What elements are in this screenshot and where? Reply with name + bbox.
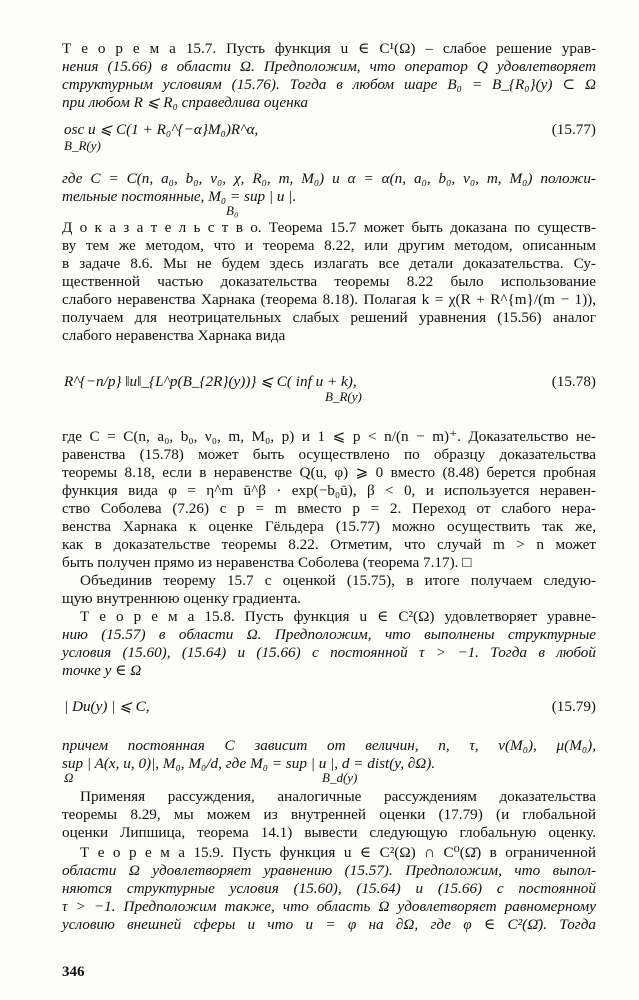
text-line: Т е о р е м а 15.8. Пусть функция u ∈ C²(Ω) удовлетворяет уравне- xyxy=(80,608,596,625)
text-line: при любом R ⩽ R₀ справедлива оценка xyxy=(62,94,309,111)
equation-15-77 xyxy=(64,121,596,139)
text-line: функция вида φ = η^m ū^β · exp(−b₀ū), β < 0, и используется неравен- xyxy=(62,482,596,499)
text-line: получаем для неотрицательных слабых решений уравнения (15.56) аналог xyxy=(62,309,596,326)
text-line: Д о к а з а т е л ь с т в о. Теорема 15.7 может быть доказана по существ- xyxy=(62,219,596,236)
sup-subscript: B_d(y) xyxy=(322,770,358,785)
text-line: слабого неравенства Харнака вида xyxy=(62,327,286,344)
text-line: в задаче 8.6. Мы не будем здесь излагать все детали доказательства. Су- xyxy=(62,255,596,272)
text-line: ство Соболева (7.26) с p = m вместо p = 2. Переход от слабого нера- xyxy=(62,500,596,517)
equation-subscript: B_R(y) xyxy=(64,138,101,153)
text-line: венства Харнака к оценке Гёльдера (15.77) можно осуществить так же, xyxy=(62,518,596,535)
text-line: равенства (15.78) может быть осуществлено по образцу доказательства xyxy=(62,446,596,463)
text-line: слабого неравенства Харнака (теорема 8.18). Полагая k = χ(R + R^{m}/(m − 1)), xyxy=(62,291,596,308)
text-line: причем постоянная C зависит от величин, n, τ, ν(M₀), μ(M₀), xyxy=(62,737,596,754)
text-line: оценки Липшица, теорема 14.1) вывести следующую глобальную оценку. xyxy=(62,824,596,841)
text-line: области Ω удовлетворяет уравнению (15.57). Предположим, что выпол- xyxy=(62,862,596,879)
text-line: Применяя рассуждения, аналогичные рассуждениям доказательства xyxy=(80,788,596,805)
text-line: ву тем же методом, что и теорема 8.22, или другим методом, описанным xyxy=(62,237,596,254)
text-line: Т е о р е м а 15.9. Пусть функция u ∈ C²(Ω) ∩ C⁰(Ω̄) в ограниченной xyxy=(80,844,596,861)
text-line: нения (15.66) в области Ω. Предположим, что оператор Q удовлетворяет xyxy=(62,58,596,75)
text-line: теоремы 8.29, мы можем из внутренней оценки (17.79) (и глобальной xyxy=(62,806,596,823)
equation-body: osc u ⩽ C(1 + R₀^{−α}M₀)R^α, xyxy=(64,121,259,138)
text-line: как в доказательстве теоремы 8.22. Отметим, что случай m > n может xyxy=(62,536,596,553)
equation-number: (15.78) xyxy=(551,373,596,390)
text-line: няются структурные условия (15.60), (15.64) и (15.66) с постоянной xyxy=(62,880,596,897)
text-line: где C = C(n, a₀, b₀, ν₀, m, M₀, p) и 1 ⩽ p < n/(n − m)⁺. Доказательство не- xyxy=(62,428,596,445)
equation-number: (15.79) xyxy=(551,698,596,715)
text-line: щую внутреннюю оценку градиента. xyxy=(62,590,302,607)
text-line: быть получен прямо из неравенства Соболева (теорема 7.17). □ xyxy=(62,554,472,571)
text-line: теоремы 8.18, если в неравенстве Q(u, φ) ⩾ 0 вместо (8.48) берется пробная xyxy=(62,464,596,481)
text-line: условия (15.60), (15.64) и (15.66) с постоянной τ > −1. Тогда в любой xyxy=(62,644,596,661)
text-line: тельные постоянные, M₀ = sup | u |. xyxy=(62,188,297,205)
equation-subscript: B_R(y) xyxy=(325,389,362,404)
text-line: τ > −1. Предположим также, что область Ω удовлетворяет равномерному xyxy=(62,898,596,915)
text-line: точке y ∈ Ω xyxy=(62,662,142,679)
equation-body: | Du(y) | ⩽ C, xyxy=(64,698,150,715)
text-line: нию (15.57) в области Ω. Предположим, что выполнены структурные xyxy=(62,626,596,643)
page-number: 346 xyxy=(62,964,85,980)
text-line: sup | A(x, u, 0)|, M₀, M₀/d, где M₀ = sup | u |, d = dist(y, ∂Ω). xyxy=(62,755,436,772)
text-line: условию внешней сферы и что u = φ на ∂Ω, где φ ∈ C²(Ω̄). Тогда xyxy=(62,916,596,933)
text-line: Объединив теорему 15.7 с оценкой (15.75), в итоге получаем следую- xyxy=(80,572,596,589)
text-line: структурным условиям (15.76). Тогда в любом шаре B₀ = B_{R₀}(y) ⊂ Ω xyxy=(62,76,596,93)
text-line: щественной частью доказательства теоремы 8.22 было использование xyxy=(62,273,596,290)
sup-subscript: B₀ xyxy=(226,203,239,218)
equation-15-79 xyxy=(64,698,596,716)
text-line: Т е о р е м а 15.7. Пусть функция u ∈ C¹(Ω) – слабое решение урав- xyxy=(62,40,596,57)
equation-body: R^{−n/p} ‖u‖_{L^p(B_{2R}(y))} ⩽ C( inf u + k), xyxy=(64,373,357,390)
text-line: где C = C(n, a₀, b₀, ν₀, χ, R₀, m, M₀) и α = α(n, a₀, b₀, ν₀, m, M₀) положи- xyxy=(62,170,596,187)
sup-subscript: Ω xyxy=(64,770,74,785)
equation-number: (15.77) xyxy=(551,121,596,138)
